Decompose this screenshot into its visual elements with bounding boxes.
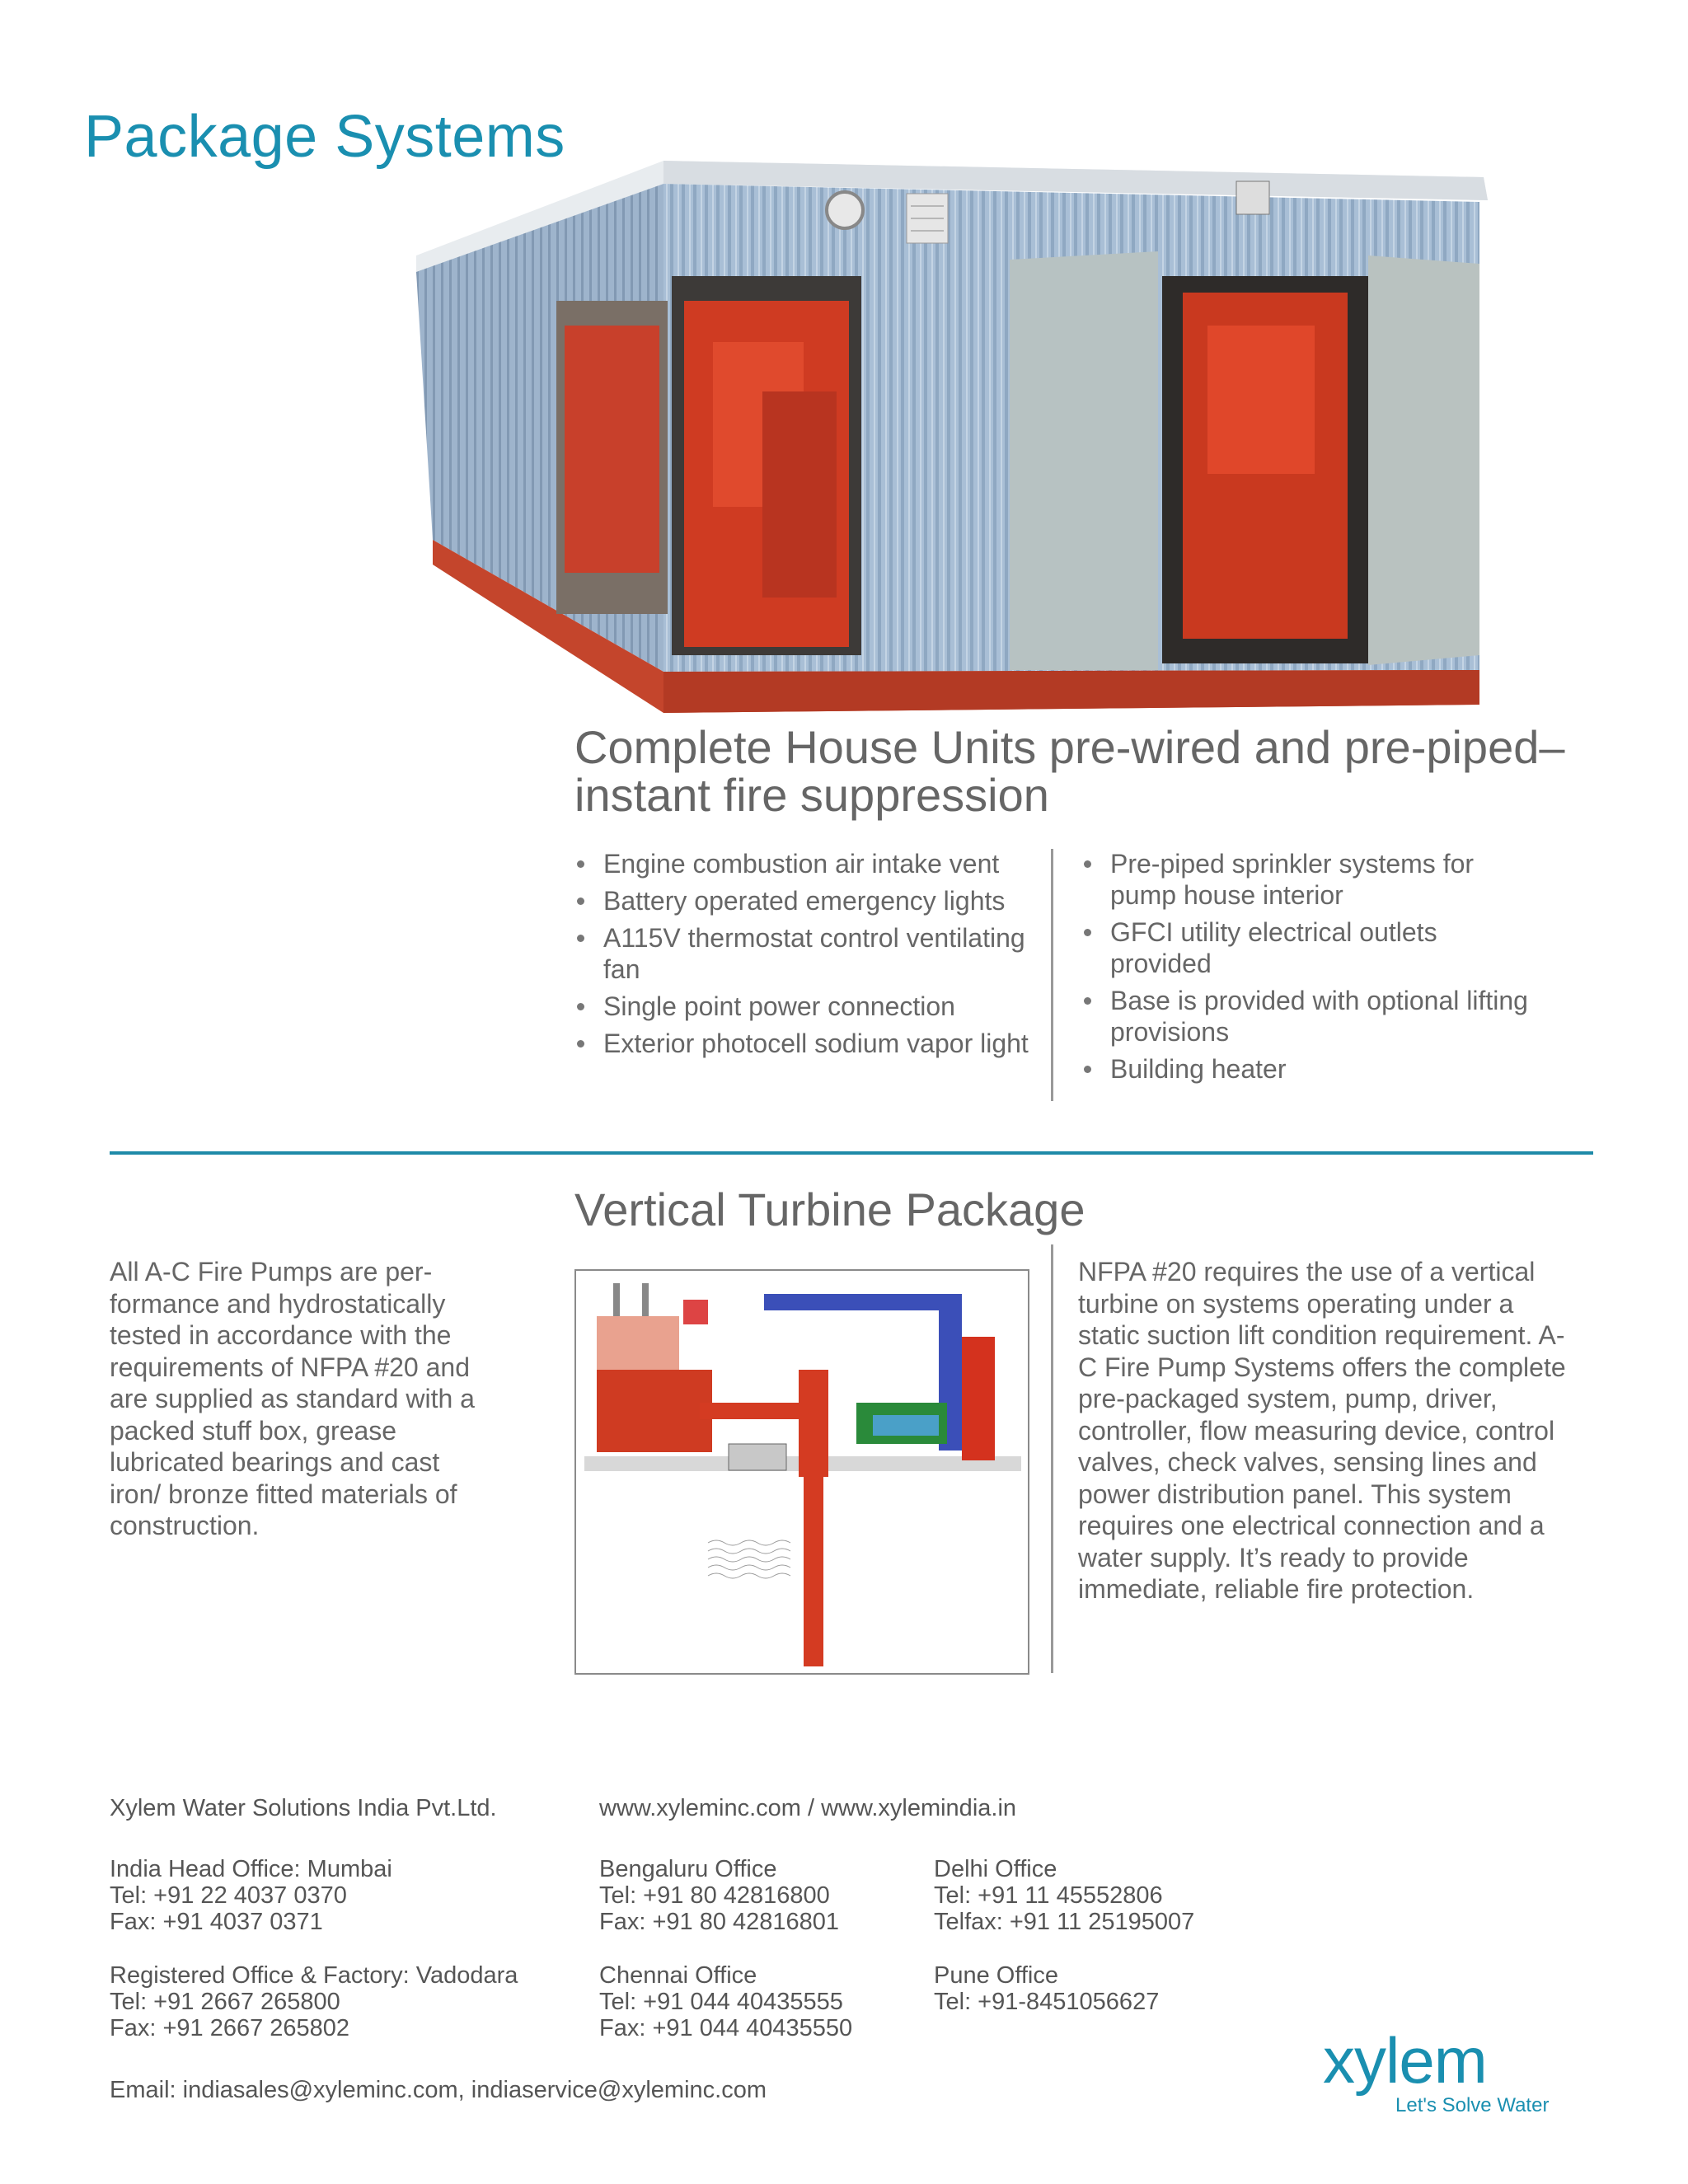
list-item: GFCI utility electrical outlets provided [1076, 916, 1537, 979]
office-phone: Tel: +91 11 45552806 [934, 1882, 1163, 1909]
office-fax: Fax: +91 044 40435550 [599, 2015, 853, 2041]
office-name: Chennai Office [599, 1962, 757, 1989]
list-item: A115V thermostat control ventilating fan [569, 922, 1055, 985]
office-phone: Tel: +91 80 42816800 [599, 1882, 830, 1909]
office-name: Bengaluru Office [599, 1856, 777, 1882]
office-phone: Tel: +91 22 4037 0370 [110, 1882, 347, 1909]
logo-tagline: Let's Solve Water [1395, 2094, 1550, 2116]
nfpa-description: NFPA #20 requires the use of a vertical turbine on systems operating under a static suction lift condition requirement. A-C Fire Pump Systems offers the complete pre-packaged system, pump, driver, controller, flow measuring device, control valves, check valves, sensing lines and power distribution panel. This system requires one electrical connection and a water supply. It’s ready to provide immediate, reliable fire protection. [1078, 1257, 1566, 1604]
office-chennai [599, 1962, 852, 2041]
column-divider [1051, 849, 1053, 1101]
office-bengaluru [599, 1856, 839, 1935]
list-item: Building heater [1076, 1053, 1537, 1085]
vertical-turbine-diagram [574, 1269, 1029, 1675]
office-vadodara [110, 1962, 518, 2041]
list-item: Engine combustion air intake vent [569, 848, 1055, 879]
office-name: Pune Office [934, 1962, 1059, 1989]
pump-house-image [416, 78, 1488, 721]
office-fax: Telfax: +91 11 25195007 [934, 1909, 1195, 1935]
office-name: Delhi Office [934, 1856, 1057, 1882]
contact-email[interactable]: Email: indiasales@xyleminc.com, indiaservice@xyleminc.com [110, 2077, 767, 2103]
column-divider [1051, 1244, 1053, 1673]
xylem-logo [1323, 2023, 1554, 2114]
office-phone: Tel: +91 2667 265800 [110, 1989, 340, 2015]
office-name: India Head Office: Mumbai [110, 1856, 392, 1882]
office-phone: Tel: +91 044 40435555 [599, 1989, 843, 2015]
office-pune [934, 1962, 1159, 2015]
list-item: Single point power connection [569, 991, 1055, 1022]
list-item: Battery operated emergency lights [569, 885, 1055, 916]
office-delhi [934, 1856, 1194, 1935]
section-heading-vertical-turbine: Vertical Turbine Package [574, 1183, 1085, 1235]
list-item: Pre-piped sprinkler systems for pump house interior [1076, 848, 1537, 911]
feature-list-left [569, 848, 1055, 1065]
office-name: Registered Office & Factory: Vadodara [110, 1962, 518, 1989]
page-title: Package Systems [84, 104, 565, 170]
list-item: Exterior photocell sodium vapor light [569, 1028, 1055, 1059]
logo-wordmark: xylem [1323, 2024, 1487, 2097]
office-phone: Tel: +91-8451056627 [934, 1989, 1160, 2015]
section-divider [110, 1151, 1593, 1155]
section-heading-house-units: Complete House Units pre-wired and pre-piped– instant fire suppression [574, 721, 1565, 821]
office-fax: Fax: +91 2667 265802 [110, 2015, 350, 2041]
company-name: Xylem Water Solutions India Pvt.Ltd. [110, 1795, 497, 1821]
fire-pump-description: All A-C Fire Pumps are per-formance and hydrostatically tested in accordance with the requirements of NFPA #20 and are supplied as standard with a packed stuff box, grease lubricated bearings and cast iron/ bronze fitted materials of construction. [110, 1257, 475, 1540]
office-mumbai [110, 1856, 392, 1935]
office-fax: Fax: +91 80 42816801 [599, 1909, 840, 1935]
office-fax: Fax: +91 4037 0371 [110, 1909, 323, 1935]
website-link[interactable]: www.xyleminc.com / www.xylemindia.in [599, 1795, 1017, 1821]
list-item: Base is provided with optional lifting provisions [1076, 985, 1537, 1047]
feature-list-right [1076, 848, 1537, 1090]
